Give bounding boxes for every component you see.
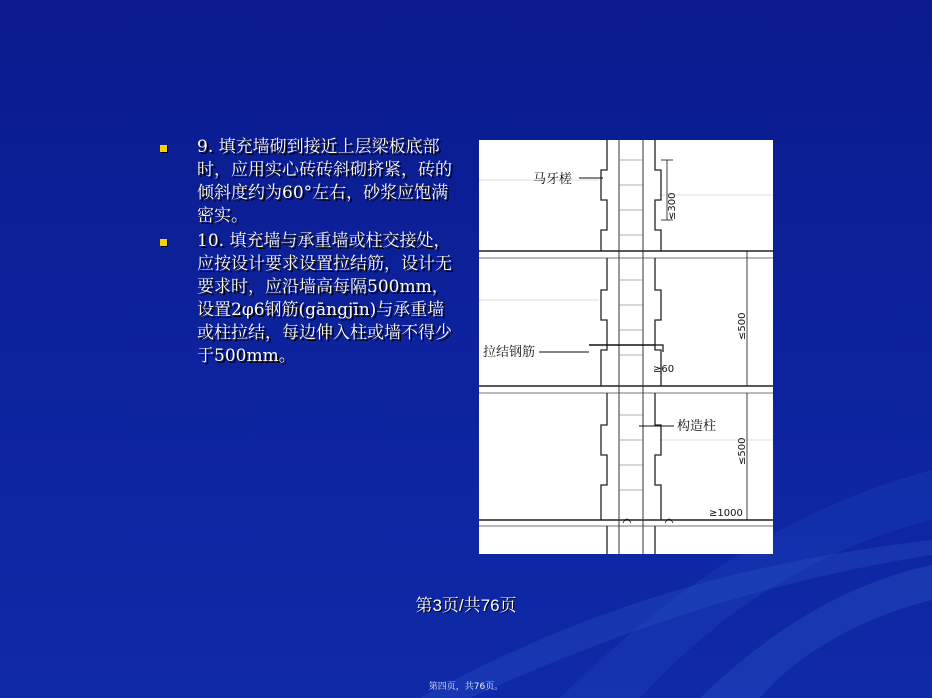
label-gouzao-column: 构造柱: [677, 419, 717, 434]
bullet-square-icon: [160, 239, 167, 246]
dim-500-label-upper: ≤500: [737, 312, 748, 340]
dim-1000-label: ≥1000: [709, 508, 743, 519]
page-number: 第3页/共76页: [415, 596, 517, 615]
construction-diagram: [479, 140, 773, 554]
bullet-item: [160, 136, 460, 228]
label-lajie-steel: 拉结钢筋: [483, 345, 536, 360]
label-mayacha: 马牙槎: [533, 172, 573, 187]
bullet-text: 10. 填充墙与承重墙或柱交接处，应按设计要求设置拉结筋，设计无要求时，应沿墙高每隔500mm，设置2φ6钢筋(gāngjīn)与承重墙或柱拉结，每边伸入柱或墙不得少于500mm。: [197, 231, 452, 366]
dim-60-label: ≥60: [653, 364, 675, 375]
bullet-list: [160, 136, 460, 370]
dim-300-label: ≤300: [667, 192, 678, 220]
footer-text: 第四页，共76页。: [428, 682, 504, 692]
bullet-text: 9. 填充墙砌到接近上层梁板底部时，应用实心砖砖斜砌挤紧，砖的倾斜度约为60°左右，砂浆应饱满密实。: [197, 137, 452, 226]
diagram-drawing: [479, 140, 773, 554]
dim-500-label-lower: ≤500: [737, 437, 748, 465]
bullet-item: [160, 230, 460, 368]
bullet-square-icon: [160, 145, 167, 152]
